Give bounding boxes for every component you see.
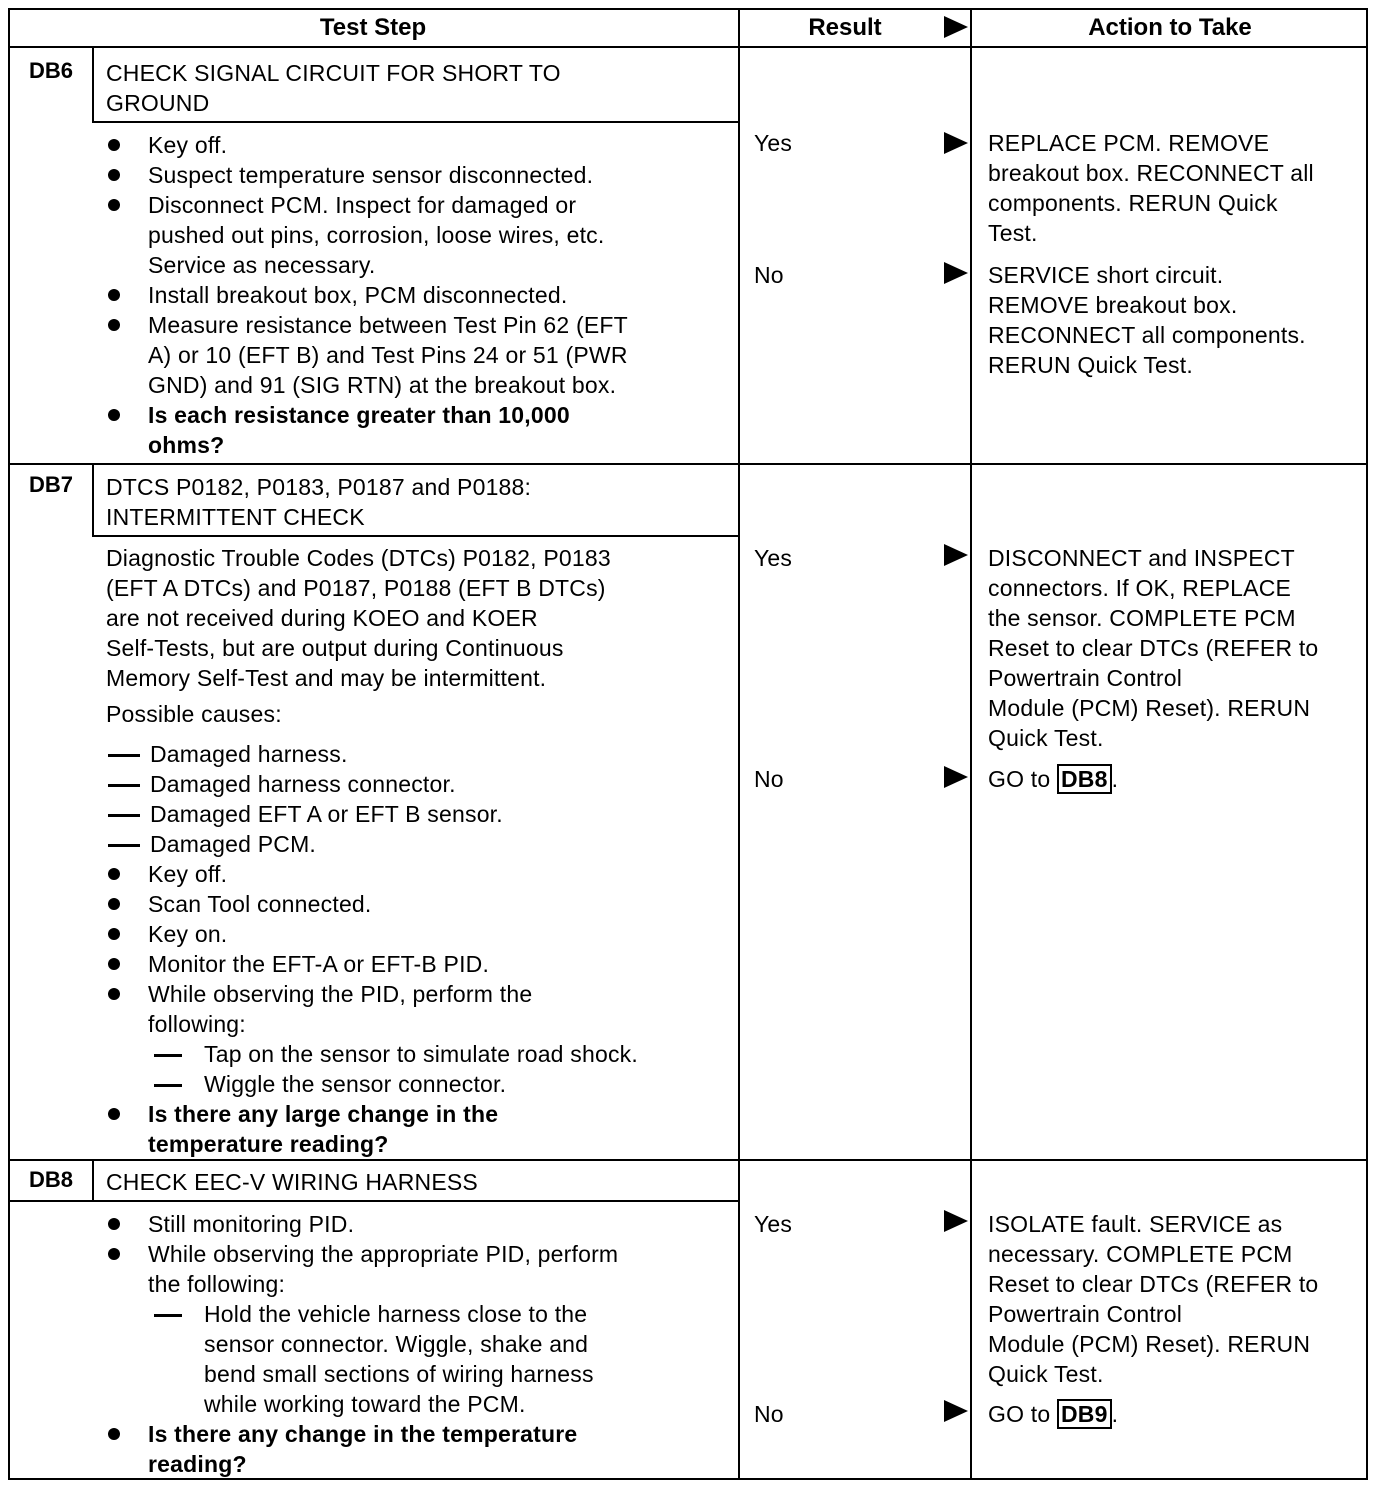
db7-description-line1: Diagnostic Trouble Codes (DTCs) P0182, P0183 [106, 545, 611, 571]
db7-step-4: Monitor the EFT-A or EFT-B PID. [148, 951, 490, 977]
bullet-icon [108, 169, 120, 181]
db6-step-2: Suspect temperature sensor disconnected. [148, 162, 594, 188]
db7-title-line2: INTERMITTENT CHECK [106, 504, 365, 530]
header-test-step: Test Step [319, 14, 427, 41]
db6-result-yes: Yes [754, 130, 793, 156]
db7-yes-action-line1: DISCONNECT and INSPECT [988, 545, 1295, 571]
db6-title-line1: CHECK SIGNAL CIRCUIT FOR SHORT TO [106, 60, 561, 86]
bullet-icon [108, 289, 120, 301]
bullet-icon [108, 319, 120, 331]
db6-step-5-line3: GND) and 91 (SIG RTN) at the breakout box. [148, 372, 617, 398]
db6-yes-action-line2: breakout box. RECONNECT all [988, 160, 1314, 186]
bullet-icon [108, 199, 120, 211]
arrow-icon [944, 766, 968, 788]
bullet-icon [108, 1108, 120, 1120]
code-divider-db8 [92, 1160, 94, 1202]
db7-substep-2: Wiggle the sensor connector. [204, 1071, 507, 1097]
db8-substep-line3: bend small sections of wiring harness [204, 1361, 594, 1387]
db8-question-line1: Is there any change in the temperature [148, 1421, 578, 1447]
bullet-icon [108, 1218, 120, 1230]
db6-step-3-line1: Disconnect PCM. Inspect for damaged or [148, 192, 577, 218]
db8-yes-action-line3: Reset to clear DTCs (REFER to [988, 1271, 1319, 1297]
db8-substep-line2: sensor connector. Wiggle, shake and [204, 1331, 589, 1357]
db7-cause-3: Damaged EFT A or EFT B sensor. [150, 801, 503, 827]
bullet-icon [108, 409, 120, 421]
dash-icon [154, 1054, 182, 1057]
db6-result-no: No [754, 262, 784, 288]
dash-icon [108, 754, 140, 757]
column-divider-result [738, 8, 740, 1480]
step-code-db6: DB6 [28, 58, 73, 83]
db6-yes-action-line1: REPLACE PCM. REMOVE [988, 130, 1270, 156]
db7-question-line2: temperature reading? [148, 1131, 389, 1157]
db7-db8-divider [8, 1159, 1368, 1161]
db8-yes-action-line5: Module (PCM) Reset). RERUN [988, 1331, 1311, 1357]
arrow-icon [944, 1400, 968, 1422]
db7-yes-action-line6: Module (PCM) Reset). RERUN [988, 695, 1311, 721]
step-code-db8: DB8 [28, 1167, 73, 1192]
db7-description-line5: Memory Self-Test and may be intermittent. [106, 665, 547, 691]
db6-step-3-line3: Service as necessary. [148, 252, 376, 278]
db7-yes-action-line2: connectors. If OK, REPLACE [988, 575, 1292, 601]
db7-yes-action-line3: the sensor. COMPLETE PCM [988, 605, 1296, 631]
dash-icon [154, 1084, 182, 1087]
db8-substep-line4: while working toward the PCM. [204, 1391, 526, 1417]
db8-result-yes: Yes [754, 1211, 793, 1237]
db7-yes-action-line7: Quick Test. [988, 725, 1104, 751]
db8-question-line2: reading? [148, 1451, 247, 1477]
db8-yes-action-line6: Quick Test. [988, 1361, 1104, 1387]
db6-no-action-line3: RECONNECT all components. [988, 322, 1306, 348]
db7-step-3: Key on. [148, 921, 228, 947]
header-action: Action to Take [1088, 14, 1252, 41]
db6-step-5-line2: A) or 10 (EFT B) and Test Pins 24 or 51 (PWR [148, 342, 628, 368]
period: . [1111, 766, 1119, 792]
db8-title: CHECK EEC-V WIRING HARNESS [106, 1169, 478, 1195]
go-to-label: GO to [988, 766, 1057, 792]
db8-substep-line1: Hold the vehicle harness close to the [204, 1301, 588, 1327]
arrow-icon [944, 544, 968, 566]
bullet-icon [108, 139, 120, 151]
db7-step-5-line2: following: [148, 1011, 246, 1037]
db6-yes-action-line3: components. RERUN Quick [988, 190, 1278, 216]
db6-title-line2: GROUND [106, 90, 210, 116]
result-arrow-icon [944, 16, 968, 38]
db7-cause-4: Damaged PCM. [150, 831, 317, 857]
dash-icon [108, 784, 140, 787]
db6-step-1: Key off. [148, 132, 228, 158]
db8-step-1: Still monitoring PID. [148, 1211, 355, 1237]
bullet-icon [108, 1428, 120, 1440]
db7-cause-2: Damaged harness connector. [150, 771, 456, 797]
db6-title-divider [92, 121, 740, 123]
header-result: Result [808, 14, 882, 41]
go-to-label: GO to [988, 1401, 1057, 1427]
db6-step-3-line2: pushed out pins, corrosion, loose wires, etc. [148, 222, 605, 248]
db7-title-line1: DTCS P0182, P0183, P0187 and P0188: [106, 474, 532, 500]
code-divider-db7 [92, 464, 94, 536]
period: . [1111, 1401, 1119, 1427]
db6-no-action-line1: SERVICE short circuit. [988, 262, 1224, 288]
step-code-db7: DB7 [28, 472, 73, 497]
bullet-icon [108, 898, 120, 910]
db8-yes-action-line2: necessary. COMPLETE PCM [988, 1241, 1293, 1267]
db7-description-line3: are not received during KOEO and KOER [106, 605, 538, 631]
db8-result-no: No [754, 1401, 784, 1427]
db8-title-divider [8, 1200, 740, 1202]
db6-db7-divider [8, 463, 1368, 465]
db7-question-line1: Is there any large change in the [148, 1101, 499, 1127]
bullet-icon [108, 958, 120, 970]
bullet-icon [108, 988, 120, 1000]
db7-causes-label: Possible causes: [106, 701, 282, 727]
db8-no-action [988, 1399, 1118, 1429]
db7-cause-1: Damaged harness. [150, 741, 348, 767]
db8-step-2-line1: While observing the appropriate PID, perform [148, 1241, 619, 1267]
arrow-icon [944, 132, 968, 154]
db7-no-action [988, 764, 1118, 794]
db8-yes-action-line4: Powertrain Control [988, 1301, 1183, 1327]
code-divider-db6 [92, 48, 94, 122]
column-divider-action [970, 8, 972, 1480]
db6-question-line1: Is each resistance greater than 10,000 [148, 402, 570, 428]
db7-step-5-line1: While observing the PID, perform the [148, 981, 533, 1007]
db6-step-4: Install breakout box, PCM disconnected. [148, 282, 568, 308]
db7-yes-action-line4: Reset to clear DTCs (REFER to [988, 635, 1319, 661]
bullet-icon [108, 1248, 120, 1260]
db6-yes-action-line4: Test. [988, 220, 1038, 246]
db8-reference-link[interactable]: DB8 [1057, 764, 1112, 794]
db6-question-line2: ohms? [148, 432, 225, 458]
db6-no-action-line4: RERUN Quick Test. [988, 352, 1193, 378]
db7-step-1: Key off. [148, 861, 228, 887]
db6-no-action-line2: REMOVE breakout box. [988, 292, 1238, 318]
db7-step-2: Scan Tool connected. [148, 891, 372, 917]
dash-icon [108, 814, 140, 817]
db7-result-yes: Yes [754, 545, 793, 571]
bullet-icon [108, 928, 120, 940]
header-divider [8, 46, 1368, 48]
db7-description-line2: (EFT A DTCs) and P0187, P0188 (EFT B DTCs) [106, 575, 606, 601]
db9-reference-link[interactable]: DB9 [1057, 1399, 1112, 1429]
arrow-icon [944, 1210, 968, 1232]
db7-description-line4: Self-Tests, but are output during Continuous [106, 635, 564, 661]
dash-icon [108, 844, 140, 847]
db6-step-5-line1: Measure resistance between Test Pin 62 (EFT [148, 312, 628, 338]
dash-icon [154, 1314, 182, 1317]
db8-yes-action-line1: ISOLATE fault. SERVICE as [988, 1211, 1283, 1237]
bullet-icon [108, 868, 120, 880]
arrow-icon [944, 262, 968, 284]
db7-result-no: No [754, 766, 784, 792]
db7-yes-action-line5: Powertrain Control [988, 665, 1183, 691]
db8-step-2-line2: the following: [148, 1271, 286, 1297]
db7-title-divider [92, 535, 740, 537]
db7-substep-1: Tap on the sensor to simulate road shock. [204, 1041, 638, 1067]
